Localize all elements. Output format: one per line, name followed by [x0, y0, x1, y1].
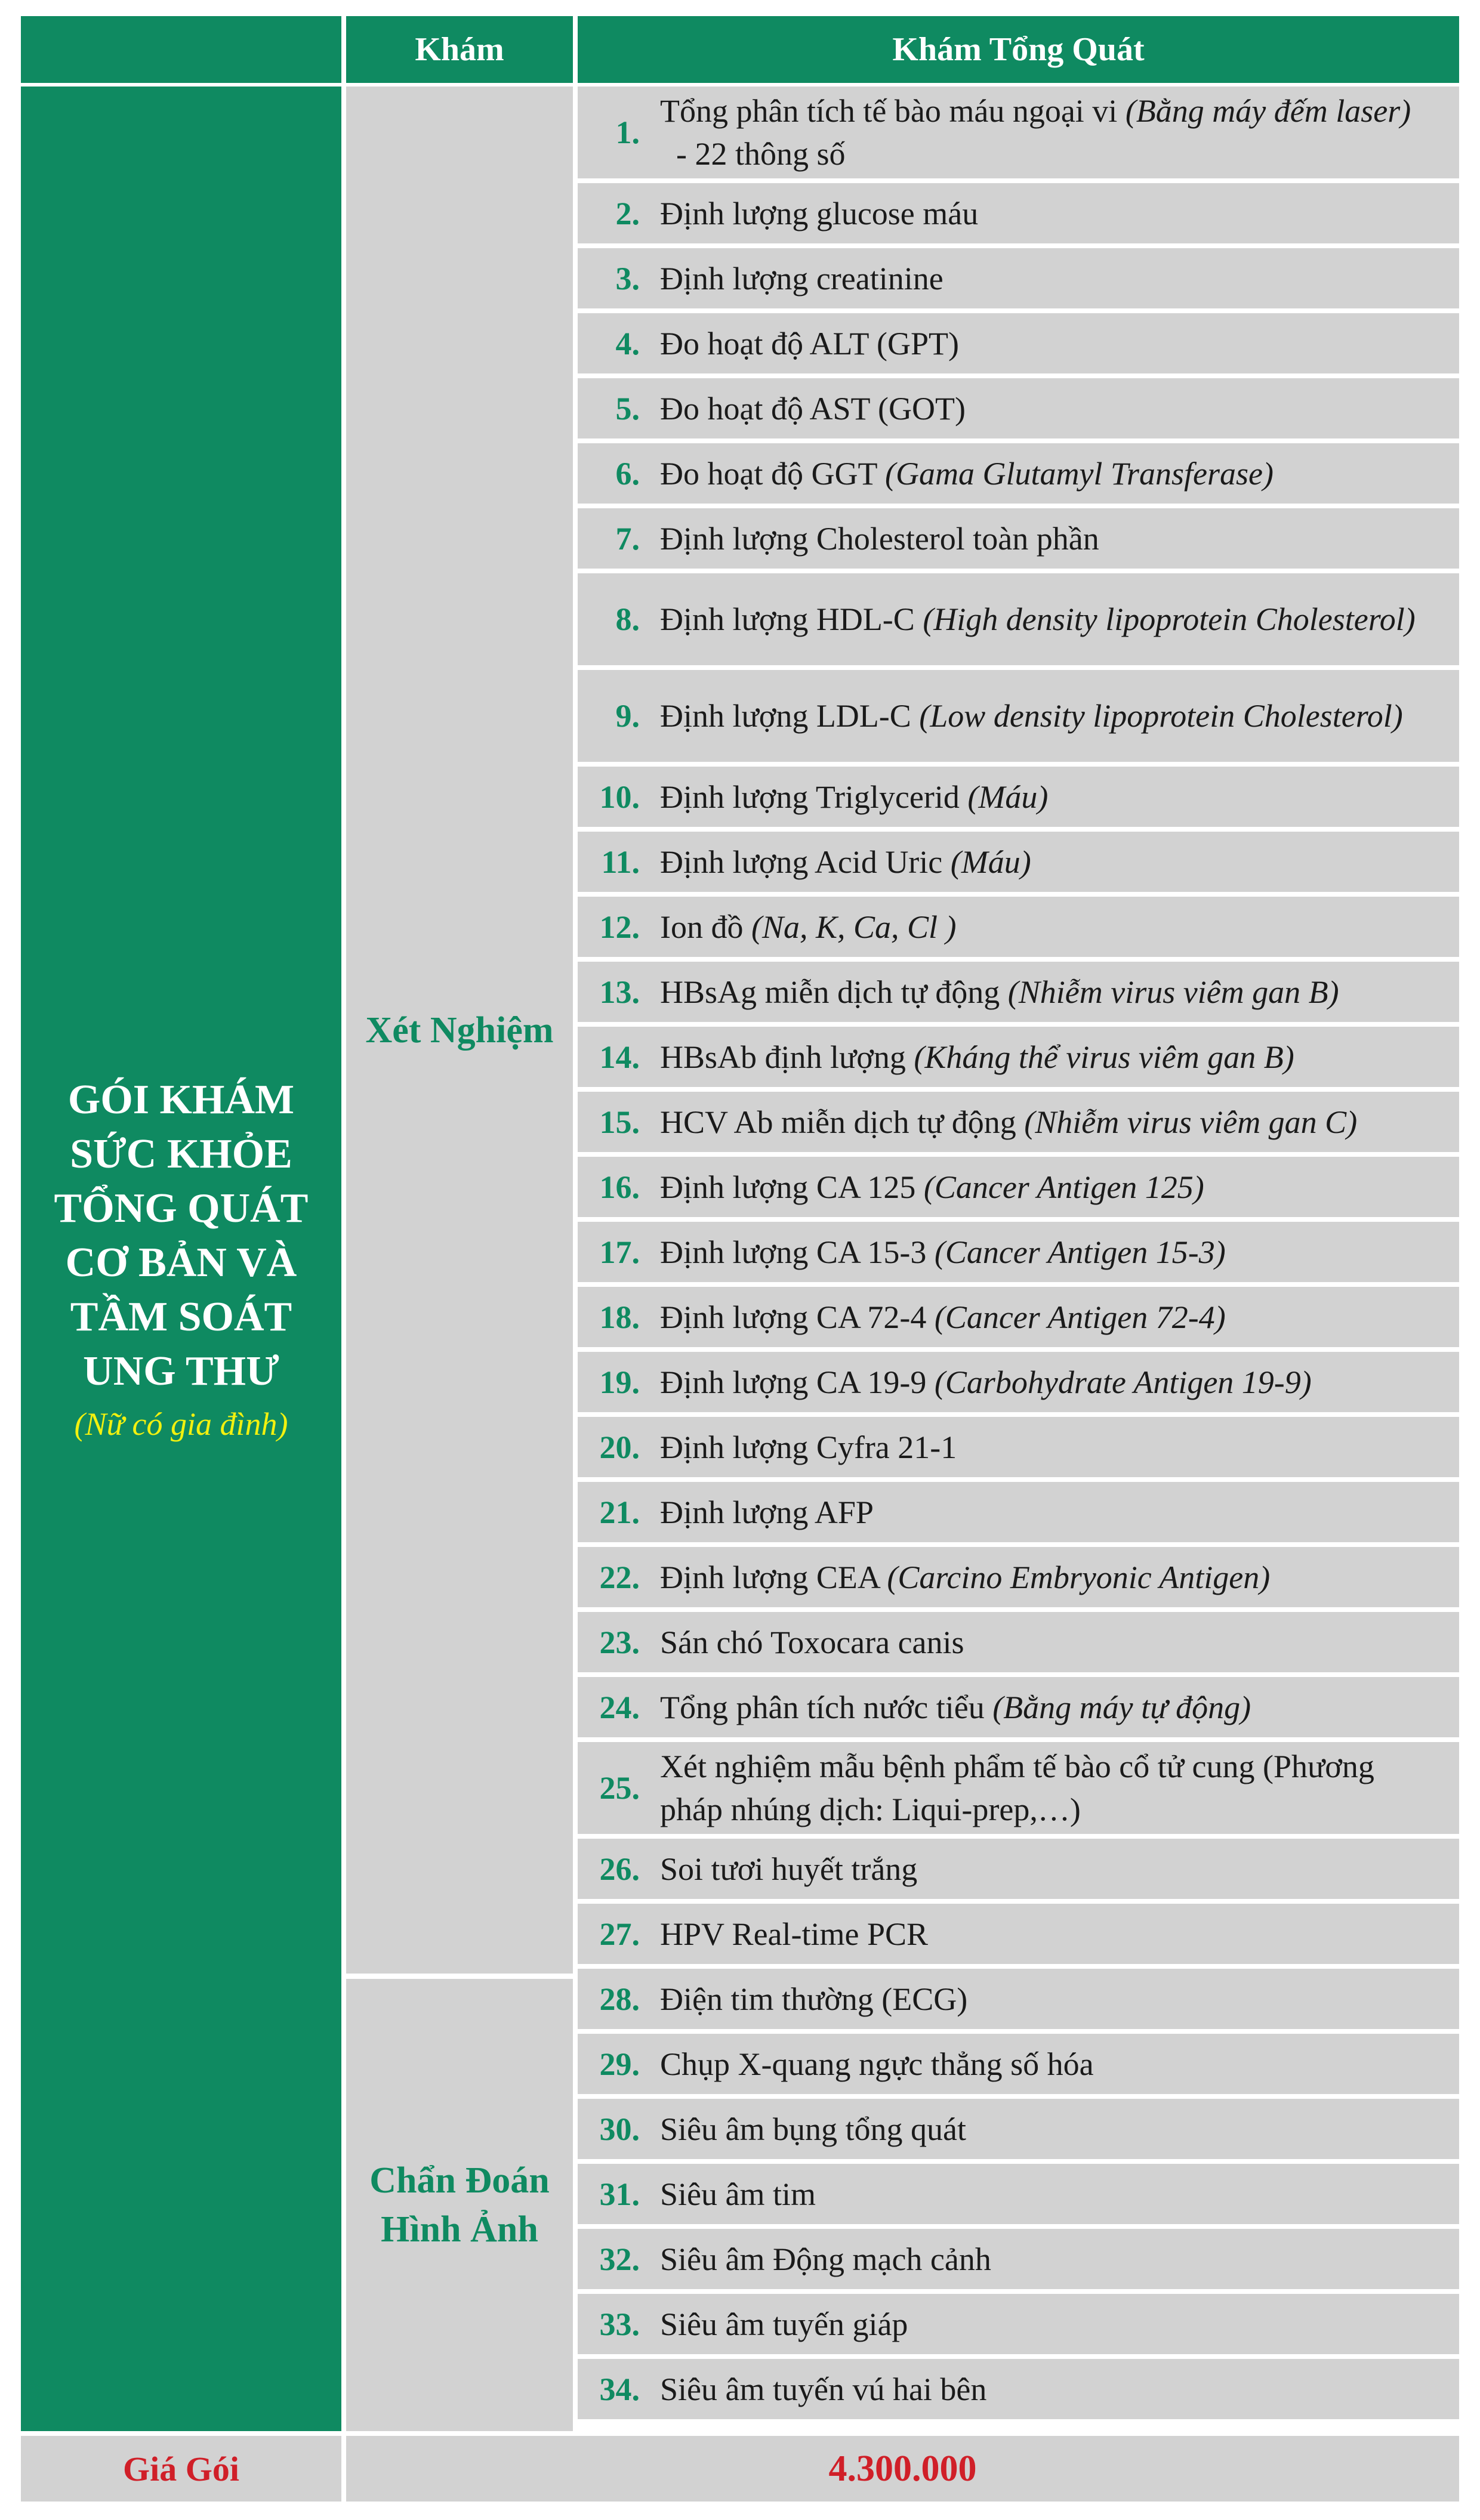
item-label: Siêu âm Động mạch cảnh	[660, 2241, 991, 2277]
item-text	[660, 1621, 1459, 1664]
table-row	[578, 832, 1459, 892]
item-label: Định lượng CA 125	[660, 1169, 924, 1205]
item-number: 20.	[599, 1429, 640, 1465]
item-number: 10.	[599, 779, 640, 815]
table-row	[578, 1027, 1459, 1087]
item-number: 28.	[599, 1981, 640, 2017]
category-imaging-line: Hình Ảnh	[381, 2209, 538, 2250]
item-text	[660, 1231, 1459, 1274]
table-row	[578, 1839, 1459, 1899]
item-label: Soi tươi huyết trắng	[660, 1851, 918, 1887]
item-note: (Bằng máy tự động)	[992, 1689, 1251, 1725]
item-text	[660, 1686, 1459, 1729]
item-label: HCV Ab miễn dịch tự động	[660, 1104, 1025, 1140]
table-row	[578, 897, 1459, 957]
item-text	[660, 598, 1459, 641]
header-left-blank	[21, 16, 341, 83]
item-note: (Bằng máy đếm laser)	[1125, 93, 1411, 129]
item-label: Đo hoạt độ AST (GOT)	[660, 390, 966, 427]
item-label: Đo hoạt độ GGT	[660, 455, 885, 492]
table-row	[578, 2359, 1459, 2419]
table-row	[578, 1092, 1459, 1152]
item-text	[660, 1296, 1459, 1339]
table-row	[578, 767, 1459, 827]
item-label: Đo hoạt độ ALT (GPT)	[660, 325, 960, 362]
item-number: 29.	[599, 2046, 640, 2082]
item-label: Định lượng AFP	[660, 1494, 874, 1530]
item-number: 4.	[615, 325, 640, 362]
table-row	[578, 443, 1459, 504]
item-text	[660, 387, 1459, 430]
item-text	[660, 1978, 1459, 2021]
table-row	[578, 2294, 1459, 2354]
category-lab	[346, 87, 573, 1974]
item-label: HBsAb định lượng	[660, 1039, 914, 1075]
item-number: 34.	[599, 2371, 640, 2407]
item-text	[660, 1913, 1459, 1956]
table-row	[578, 2164, 1459, 2224]
item-note: (Nhiễm virus viêm gan B)	[1007, 974, 1339, 1010]
item-text	[660, 1361, 1459, 1404]
item-note: (Kháng thể virus viêm gan B)	[914, 1039, 1294, 1075]
table-row	[578, 1222, 1459, 1282]
item-label: Định lượng CA 15-3	[660, 1234, 935, 1270]
item-number: 31.	[599, 2176, 640, 2212]
package-title-line: GÓI KHÁM	[67, 1077, 295, 1123]
item-number: 22.	[599, 1559, 640, 1595]
item-text	[660, 192, 1459, 235]
table-row	[578, 2229, 1459, 2289]
item-label: Siêu âm tim	[660, 2176, 816, 2212]
table-row	[578, 1677, 1459, 1737]
item-label: Định lượng glucose máu	[660, 195, 979, 231]
item-text	[660, 2173, 1459, 2216]
item-text	[660, 971, 1459, 1014]
item-text	[660, 257, 1459, 300]
item-number: 14.	[599, 1039, 640, 1075]
item-note: (Cancer Antigen 72-4)	[934, 1299, 1226, 1335]
category-lab-label: Xét Nghiệm	[365, 1009, 554, 1051]
item-label: HBsAg miễn dịch tự động	[660, 974, 1008, 1010]
item-text	[660, 1848, 1459, 1891]
item-number: 21.	[599, 1494, 640, 1530]
item-label: Xét nghiệm mẫu bệnh phẩm tế bào cổ tử cung (Phương pháp nhúng dịch: Liqui-prep,…)	[660, 1749, 1374, 1827]
item-label: Định lượng CA 19-9	[660, 1364, 935, 1400]
item-number: 33.	[599, 2306, 640, 2342]
item-text	[660, 2043, 1459, 2086]
item-note: (Na, K, Ca, Cl )	[751, 909, 957, 945]
item-label: Ion đồ	[660, 909, 751, 945]
item-note: (High density lipoprotein Cholesterol)	[923, 601, 1416, 637]
table-row	[578, 313, 1459, 373]
item-label: HPV Real-time PCR	[660, 1916, 929, 1952]
header-kham	[346, 16, 573, 83]
item-text	[660, 322, 1459, 365]
item-number: 16.	[599, 1169, 640, 1205]
item-text	[660, 906, 1459, 949]
package-subtitle: (Nữ có gia đình)	[74, 1406, 288, 1442]
item-label: Siêu âm tuyến giáp	[660, 2306, 908, 2342]
item-number: 15.	[599, 1104, 640, 1140]
item-note: (Nhiễm virus viêm gan C)	[1024, 1104, 1358, 1140]
item-number: 8.	[615, 601, 640, 637]
table-row	[578, 962, 1459, 1022]
item-note: (Carcino Embryonic Antigen)	[887, 1559, 1271, 1595]
table-row	[578, 1612, 1459, 1672]
table-row	[578, 670, 1459, 762]
item-text	[660, 2303, 1459, 2346]
item-number: 11.	[601, 844, 640, 880]
item-text	[660, 2368, 1459, 2411]
item-label: Định lượng Cholesterol toàn phần	[660, 520, 1099, 557]
package-title-line: SỨC KHỎE	[70, 1131, 292, 1177]
item-text	[660, 694, 1459, 737]
item-label: Định lượng creatinine	[660, 260, 944, 297]
item-number: 7.	[615, 520, 640, 557]
package-panel	[21, 87, 341, 2431]
table-row	[578, 1417, 1459, 1477]
item-label: Định lượng Acid Uric	[660, 844, 951, 880]
item-note: (Carbohydrate Antigen 19-9)	[934, 1364, 1312, 1400]
table-row	[578, 1482, 1459, 1542]
package-title-line: TẦM SOÁT	[70, 1294, 292, 1340]
item-number: 19.	[599, 1364, 640, 1400]
category-imaging-line: Chẩn Đoán	[369, 2160, 550, 2201]
table-row	[578, 378, 1459, 438]
item-text	[660, 1166, 1459, 1209]
item-number: 23.	[599, 1624, 640, 1660]
price-value: 4.300.000	[828, 2448, 977, 2489]
package-title-line: UNG THƯ	[83, 1348, 279, 1394]
table-row	[578, 1352, 1459, 1412]
item-text	[660, 776, 1459, 819]
item-note: (Máu)	[967, 779, 1049, 815]
item-number: 30.	[599, 2111, 640, 2147]
item-label: Chụp X-quang ngực thẳng số hóa	[660, 2046, 1094, 2082]
item-text	[660, 452, 1459, 495]
item-label: Định lượng Triglycerid	[660, 779, 968, 815]
item-number: 18.	[599, 1299, 640, 1335]
item-label: Siêu âm bụng tổng quát	[660, 2111, 966, 2147]
item-number: 6.	[615, 455, 640, 492]
table-row	[578, 1157, 1459, 1217]
price-label: Giá Gói	[123, 2449, 239, 2488]
table-row	[578, 1742, 1459, 1834]
table-row	[578, 2099, 1459, 2159]
category-imaging	[346, 1979, 573, 2431]
header-kham-label: Khám	[415, 31, 504, 68]
item-note: (Low density lipoprotein Cholesterol)	[919, 698, 1403, 734]
item-label: Định lượng Cyfra 21-1	[660, 1429, 957, 1465]
item-number: 24.	[599, 1689, 640, 1725]
item-number: 26.	[599, 1851, 640, 1887]
item-text	[660, 1491, 1459, 1534]
item-label: Định lượng LDL-C	[660, 698, 920, 734]
item-note: (Máu)	[950, 844, 1031, 880]
table-row	[578, 573, 1459, 665]
item-text	[660, 1745, 1459, 1831]
item-number: 9.	[615, 698, 640, 734]
item-label: Định lượng CEA	[660, 1559, 887, 1595]
table-row	[578, 1287, 1459, 1347]
item-number: 5.	[615, 390, 640, 427]
item-text	[660, 1426, 1459, 1469]
header-tong-quat-label: Khám Tổng Quát	[892, 31, 1145, 68]
item-text	[660, 2108, 1459, 2151]
item-number: 1.	[615, 115, 640, 150]
item-text	[660, 1101, 1459, 1144]
table-row	[578, 1547, 1459, 1607]
item-suffix: - 22 thông số	[660, 136, 846, 172]
table-row	[578, 183, 1459, 243]
item-number: 32.	[599, 2241, 640, 2277]
table-row	[578, 87, 1459, 178]
item-number: 2.	[615, 195, 640, 231]
item-number: 13.	[599, 974, 640, 1010]
item-text	[660, 1036, 1459, 1079]
item-label: Định lượng CA 72-4	[660, 1299, 935, 1335]
item-text	[660, 517, 1459, 560]
item-label: Tổng phân tích tế bào máu ngoại vi	[660, 93, 1126, 129]
item-note: (Cancer Antigen 15-3)	[934, 1234, 1226, 1270]
item-number: 3.	[615, 260, 640, 297]
package-title	[24, 1073, 338, 1445]
item-label: Siêu âm tuyến vú hai bên	[660, 2371, 987, 2407]
item-text	[660, 1556, 1459, 1599]
item-text	[660, 2238, 1459, 2281]
category-imaging-label	[369, 2156, 550, 2254]
table-row	[578, 248, 1459, 308]
table-row	[578, 508, 1459, 569]
header-tong-quat	[578, 16, 1459, 83]
item-number: 25.	[599, 1770, 640, 1806]
item-label: Điện tim thường (ECG)	[660, 1981, 968, 2017]
item-text	[660, 89, 1459, 175]
item-text	[660, 841, 1459, 884]
item-number: 27.	[599, 1916, 640, 1952]
item-number: 17.	[599, 1234, 640, 1270]
price-label-cell	[21, 2436, 341, 2502]
price-value-cell	[346, 2436, 1459, 2502]
table-row	[578, 1904, 1459, 1964]
item-label: Tổng phân tích nước tiểu	[660, 1689, 993, 1725]
item-note: (Cancer Antigen 125)	[923, 1169, 1204, 1205]
item-note: (Gama Glutamyl Transferase)	[884, 455, 1274, 492]
item-label: Định lượng HDL-C	[660, 601, 923, 637]
table-row	[578, 1969, 1459, 2029]
package-title-line: TỔNG QUÁT	[54, 1185, 309, 1231]
package-title-line: CƠ BẢN VÀ	[65, 1240, 297, 1286]
table-row	[578, 2034, 1459, 2094]
item-number: 12.	[599, 909, 640, 945]
item-label: Sán chó Toxocara canis	[660, 1624, 964, 1660]
